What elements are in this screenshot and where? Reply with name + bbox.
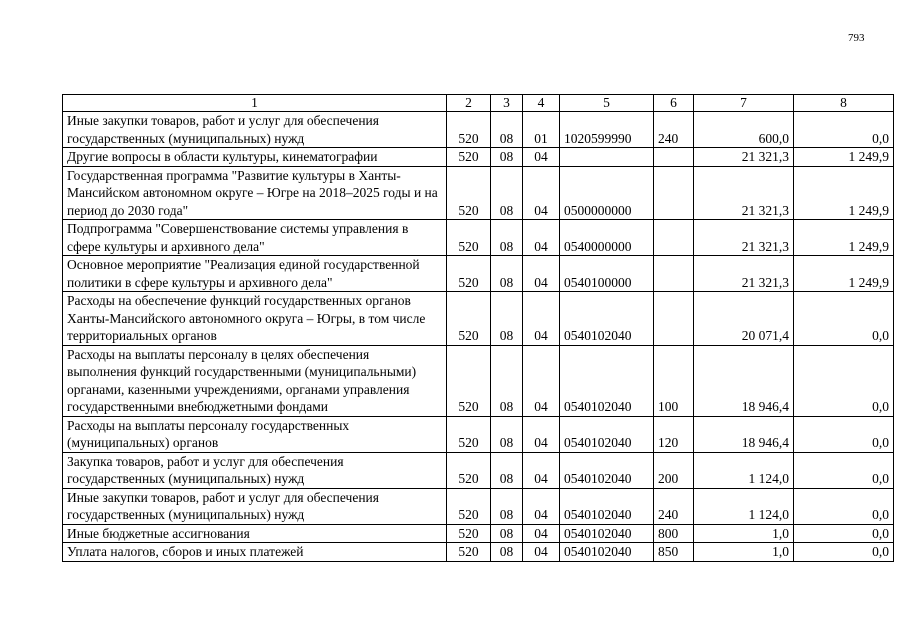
column-header: 6 — [654, 95, 694, 112]
column-header: 1 — [63, 95, 447, 112]
row-name: Другие вопросы в области культуры, кинематографии — [63, 148, 447, 167]
row-code-6: 100 — [654, 345, 694, 416]
row-amount-7: 18 946,4 — [694, 416, 794, 452]
row-code-5: 1020599990 — [560, 112, 654, 148]
row-code-6: 240 — [654, 112, 694, 148]
row-code-6 — [654, 148, 694, 167]
row-name: Основное мероприятие "Реализация единой государственной политики в сфере культуры и архивного дела" — [63, 256, 447, 292]
row-amount-8: 0,0 — [794, 543, 894, 562]
row-code-3: 08 — [491, 112, 523, 148]
row-code-6: 240 — [654, 488, 694, 524]
row-code-3: 08 — [491, 220, 523, 256]
row-amount-7: 1 124,0 — [694, 452, 794, 488]
row-name: Иные бюджетные ассигнования — [63, 524, 447, 543]
row-code-4: 04 — [523, 416, 560, 452]
row-code-6 — [654, 256, 694, 292]
row-name: Уплата налогов, сборов и иных платежей — [63, 543, 447, 562]
row-amount-7: 1 124,0 — [694, 488, 794, 524]
row-amount-7: 1,0 — [694, 543, 794, 562]
row-code-2: 520 — [447, 543, 491, 562]
table-row — [63, 416, 894, 452]
row-code-4: 04 — [523, 166, 560, 220]
row-code-3: 08 — [491, 148, 523, 167]
row-code-3: 08 — [491, 452, 523, 488]
row-code-4: 04 — [523, 220, 560, 256]
row-code-5: 0540102040 — [560, 416, 654, 452]
row-amount-7: 18 946,4 — [694, 345, 794, 416]
row-amount-8: 1 249,9 — [794, 148, 894, 167]
row-code-2: 520 — [447, 416, 491, 452]
row-name: Государственная программа "Развитие культуры в Ханты-Мансийском автономном округе – Югре на 2018–2025 годы и на период до 2030 года" — [63, 166, 447, 220]
row-amount-8: 0,0 — [794, 524, 894, 543]
table-row — [63, 524, 894, 543]
row-name: Закупка товаров, работ и услуг для обеспечения государственных (муниципальных) нужд — [63, 452, 447, 488]
row-name: Подпрограмма "Совершенствование системы управления в сфере культуры и архивного дела" — [63, 220, 447, 256]
row-name: Иные закупки товаров, работ и услуг для обеспечения государственных (муниципальных) нужд — [63, 112, 447, 148]
row-amount-8: 1 249,9 — [794, 166, 894, 220]
column-header: 8 — [794, 95, 894, 112]
row-code-3: 08 — [491, 292, 523, 346]
row-code-4: 01 — [523, 112, 560, 148]
row-code-2: 520 — [447, 112, 491, 148]
row-name: Расходы на выплаты персоналу в целях обеспечения выполнения функций государственными (муниципальными) органами, казенными учреждениями, органами управления государственными внебюджетными фондами — [63, 345, 447, 416]
row-amount-7: 600,0 — [694, 112, 794, 148]
row-code-2: 520 — [447, 166, 491, 220]
row-amount-8: 0,0 — [794, 452, 894, 488]
row-name: Иные закупки товаров, работ и услуг для обеспечения государственных (муниципальных) нужд — [63, 488, 447, 524]
row-amount-8: 1 249,9 — [794, 220, 894, 256]
row-code-2: 520 — [447, 148, 491, 167]
row-code-6: 800 — [654, 524, 694, 543]
table-row — [63, 345, 894, 416]
row-code-4: 04 — [523, 488, 560, 524]
row-code-4: 04 — [523, 148, 560, 167]
row-amount-8: 1 249,9 — [794, 256, 894, 292]
row-code-5: 0540000000 — [560, 220, 654, 256]
row-code-5 — [560, 148, 654, 167]
row-code-3: 08 — [491, 488, 523, 524]
column-header: 5 — [560, 95, 654, 112]
budget-table — [62, 94, 894, 562]
row-code-2: 520 — [447, 292, 491, 346]
column-header: 4 — [523, 95, 560, 112]
row-code-2: 520 — [447, 452, 491, 488]
row-code-3: 08 — [491, 416, 523, 452]
row-code-6 — [654, 166, 694, 220]
row-code-6: 200 — [654, 452, 694, 488]
row-amount-8: 0,0 — [794, 416, 894, 452]
row-name: Расходы на выплаты персоналу государственных (муниципальных) органов — [63, 416, 447, 452]
row-code-2: 520 — [447, 256, 491, 292]
row-amount-7: 1,0 — [694, 524, 794, 543]
row-code-5: 0540102040 — [560, 345, 654, 416]
row-amount-8: 0,0 — [794, 112, 894, 148]
row-amount-8: 0,0 — [794, 488, 894, 524]
row-amount-8: 0,0 — [794, 345, 894, 416]
table-row — [63, 292, 894, 346]
row-code-3: 08 — [491, 345, 523, 416]
column-header: 3 — [491, 95, 523, 112]
row-code-4: 04 — [523, 452, 560, 488]
row-code-4: 04 — [523, 256, 560, 292]
row-code-4: 04 — [523, 543, 560, 562]
header-row — [63, 95, 894, 112]
table-row — [63, 543, 894, 562]
column-header: 2 — [447, 95, 491, 112]
row-code-4: 04 — [523, 292, 560, 346]
page-number: 793 — [848, 32, 865, 44]
table-row — [63, 256, 894, 292]
row-code-2: 520 — [447, 220, 491, 256]
table-row — [63, 148, 894, 167]
row-code-3: 08 — [491, 166, 523, 220]
row-code-6 — [654, 292, 694, 346]
row-amount-7: 20 071,4 — [694, 292, 794, 346]
row-code-5: 0540102040 — [560, 524, 654, 543]
row-code-2: 520 — [447, 488, 491, 524]
row-code-3: 08 — [491, 256, 523, 292]
table-row — [63, 166, 894, 220]
table-row — [63, 112, 894, 148]
row-amount-7: 21 321,3 — [694, 148, 794, 167]
row-amount-8: 0,0 — [794, 292, 894, 346]
row-code-6: 120 — [654, 416, 694, 452]
row-amount-7: 21 321,3 — [694, 220, 794, 256]
row-code-6: 850 — [654, 543, 694, 562]
row-code-6 — [654, 220, 694, 256]
table-row — [63, 452, 894, 488]
row-code-4: 04 — [523, 524, 560, 543]
row-code-5: 0500000000 — [560, 166, 654, 220]
row-code-5: 0540100000 — [560, 256, 654, 292]
table-row — [63, 488, 894, 524]
row-code-2: 520 — [447, 524, 491, 543]
row-amount-7: 21 321,3 — [694, 256, 794, 292]
row-code-3: 08 — [491, 543, 523, 562]
row-code-5: 0540102040 — [560, 452, 654, 488]
row-amount-7: 21 321,3 — [694, 166, 794, 220]
row-code-5: 0540102040 — [560, 292, 654, 346]
row-code-3: 08 — [491, 524, 523, 543]
row-code-5: 0540102040 — [560, 543, 654, 562]
row-code-5: 0540102040 — [560, 488, 654, 524]
table-row — [63, 220, 894, 256]
row-name: Расходы на обеспечение функций государственных органов Ханты-Мансийского автономного округа – Югры, в том числе территориальных органов — [63, 292, 447, 346]
column-header: 7 — [694, 95, 794, 112]
row-code-2: 520 — [447, 345, 491, 416]
row-code-4: 04 — [523, 345, 560, 416]
